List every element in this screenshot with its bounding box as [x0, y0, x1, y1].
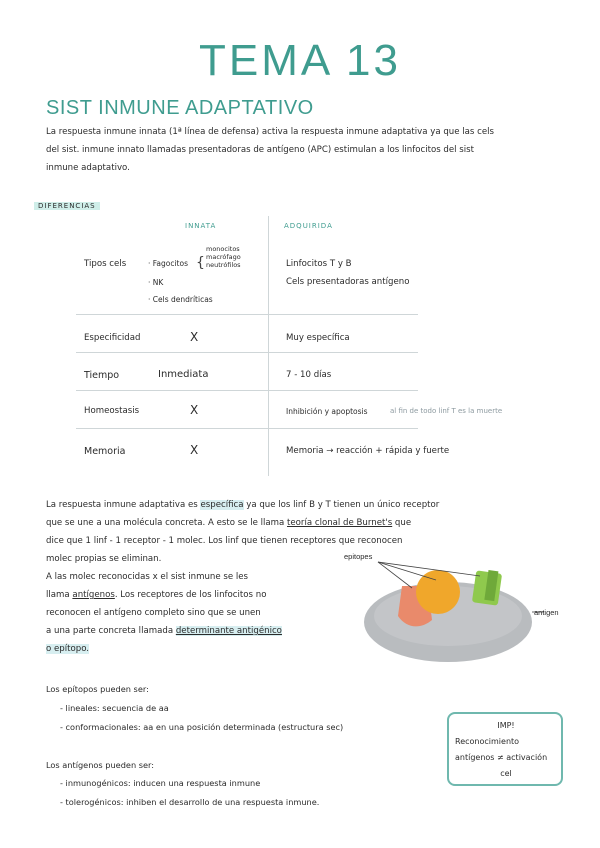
adquirida-memoria: Memoria → reacción + rápida y fuerte — [286, 446, 450, 456]
list-item: - conformacionales: aa en una posición determinada (estructura sec) — [60, 722, 344, 732]
text-line: llama antígenos. Los receptores de los linfocitos no — [46, 590, 267, 600]
highlight-especifica: específica — [200, 500, 244, 510]
text-line: dice que 1 linf - 1 receptor - 1 molec. Los linf que tienen receptores que reconocen — [46, 536, 403, 546]
adquirida-linfocitos: Linfocitos T y B — [286, 259, 352, 269]
text-line: o epítopo. — [46, 644, 90, 654]
label-antigen: antigen — [534, 608, 559, 617]
table-divider — [76, 428, 418, 429]
adquirida-especificidad: Muy específica — [286, 333, 350, 343]
epitopos-heading: Los epítopos pueden ser: — [46, 684, 149, 694]
underline-teoria-clonal: teoría clonal de Burnet's — [287, 518, 393, 528]
subtype: macrófago — [206, 253, 241, 261]
important-note — [455, 718, 557, 782]
text-line: A las molec reconocidas x el sist inmune se les — [46, 572, 249, 582]
column-header-adquirida: ADQUIRIDA — [284, 222, 333, 230]
important-line: Reconocimiento — [455, 737, 520, 746]
adquirida-tiempo: 7 - 10 días — [286, 370, 332, 380]
important-note-box — [447, 712, 563, 786]
row-label-homeostasis: Homeostasis — [84, 406, 140, 416]
column-header-innata: INNATA — [185, 222, 217, 230]
underline-antigenos: antígenos — [72, 590, 115, 600]
row-label-tiempo: Tiempo — [84, 370, 120, 381]
table-divider — [76, 352, 418, 353]
list-item: - lineales: secuencia de aa — [60, 703, 169, 713]
row-label-especificidad: Especificidad — [84, 333, 141, 343]
homeostasis-note: al fin de todo linf T es la muerte — [390, 407, 503, 415]
important-line: cel — [500, 769, 512, 778]
row-label-tipos: Tipos cels — [84, 259, 127, 269]
intro-line: La respuesta inmune innata (1ª línea de defensa) activa la respuesta inmune adaptativa ya que las cels — [46, 127, 495, 137]
antigenos-heading: Los antígenos pueden ser: — [46, 760, 155, 770]
innata-homeostasis: X — [190, 403, 199, 417]
paragraph-antigens — [46, 568, 338, 658]
differences-label: DIFERENCIAS — [34, 202, 100, 210]
innata-memoria: X — [190, 443, 199, 457]
list-item: - tolerogénicos: inhiben el desarrollo de una respuesta inmune. — [60, 797, 320, 807]
row-label-memoria: Memoria — [84, 446, 126, 457]
list-item: - inmunogénicos: inducen una respuesta inmune — [60, 778, 261, 788]
innata-nk: · NK — [148, 278, 164, 287]
intro-line: del sist. inmune innato llamadas presentadoras de antígeno (APC) estimulan a los linfocitos del sist — [46, 145, 474, 155]
table-divider — [76, 390, 418, 391]
underline-determinante: determinante antigénico — [175, 626, 282, 636]
epitope-orange — [416, 570, 460, 614]
intro-line: inmune adaptativo. — [46, 163, 130, 173]
innata-especificidad: X — [190, 330, 199, 344]
table-divider — [76, 314, 418, 315]
brace-icon: { — [196, 255, 205, 271]
table-divider — [268, 216, 269, 476]
adquirida-homeostasis: Inhibición y apoptosis — [286, 407, 368, 416]
page-title: TEMA 13 — [199, 36, 401, 85]
subtype: monocitos — [206, 245, 240, 253]
subtype: neutrófilos — [206, 261, 241, 269]
text-line: a una parte concreta llamada determinante antigénico — [46, 626, 282, 636]
important-line: antígenos ≠ activación — [455, 753, 548, 762]
text-line: reconocen el antígeno completo sino que se unen — [46, 608, 261, 618]
innata-dendriticas: · Cels dendríticas — [148, 295, 213, 304]
antigen-figure — [340, 550, 570, 670]
important-title: IMP! — [497, 721, 515, 730]
innata-tiempo: Inmediata — [158, 369, 209, 380]
innata-fagocitos: · Fagocitos — [148, 259, 188, 268]
text-line: molec propias se eliminan. — [46, 554, 162, 564]
fagocitos-subtypes — [206, 245, 241, 269]
intro-paragraph — [46, 123, 566, 177]
label-epitopes: epitopes — [344, 552, 373, 561]
text-line: que se une a una molécula concreta. A esto se le llama teoría clonal de Burnet's que — [46, 518, 412, 528]
adquirida-apc: Cels presentadoras antígeno — [286, 277, 410, 287]
section-title: SIST INMUNE ADAPTATIVO — [46, 97, 314, 119]
text-line: La respuesta inmune adaptativa es específica ya que los linf B y T tienen un único receptor — [46, 500, 440, 510]
